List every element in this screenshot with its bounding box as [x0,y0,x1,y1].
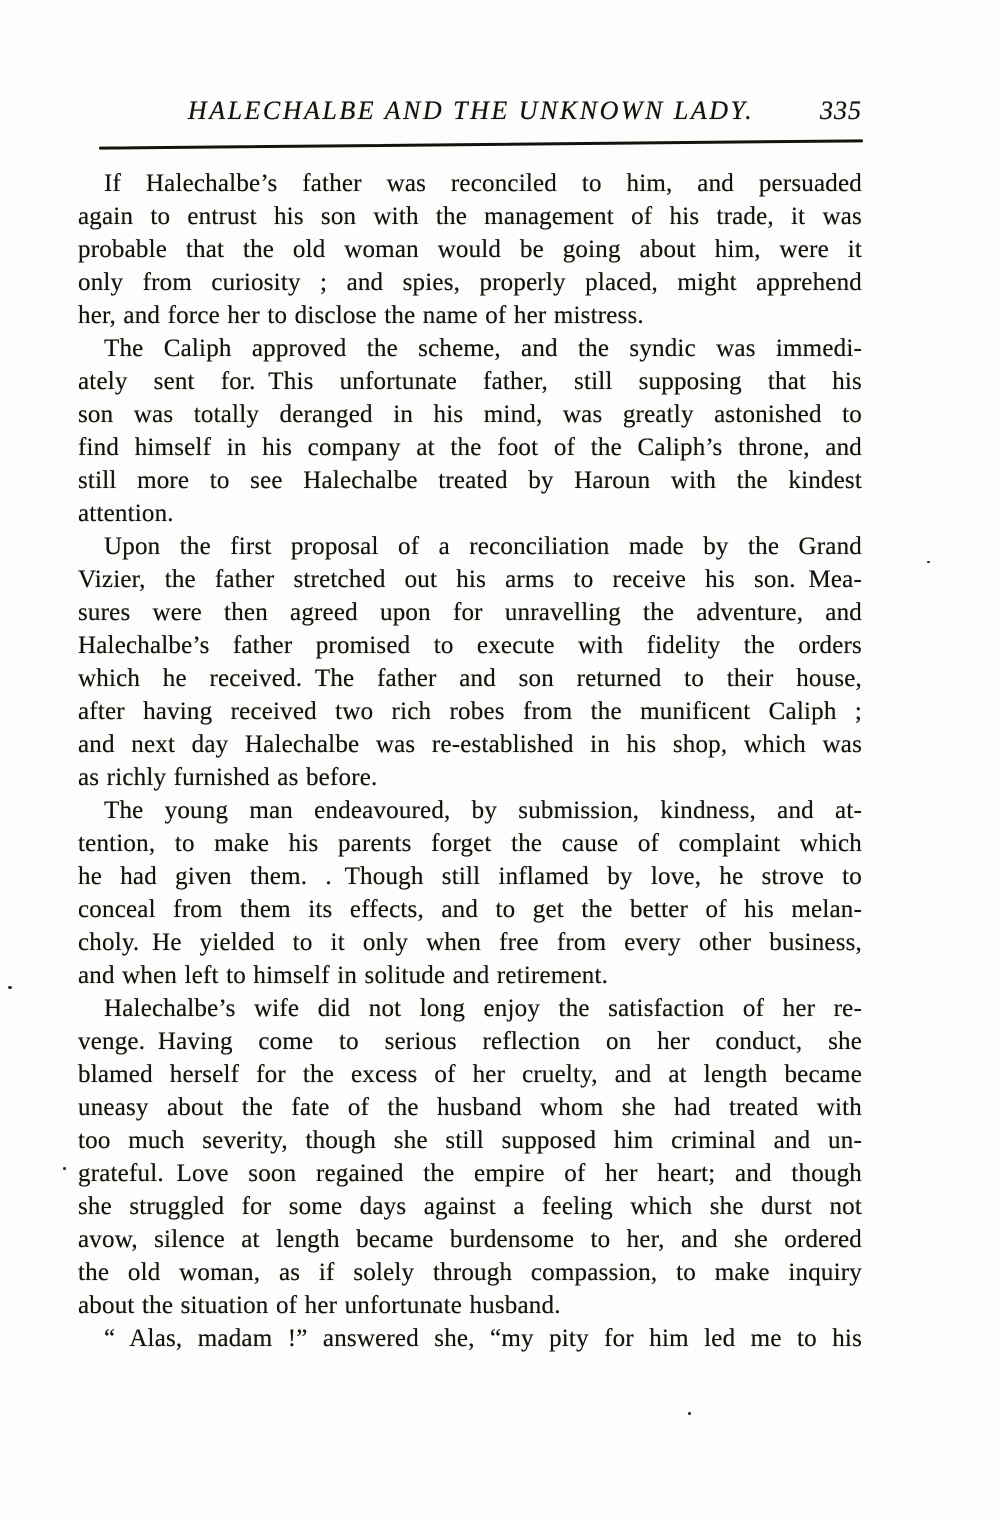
text-line: The young man endeavoured, by submission, kindness, and at- [104,797,862,824]
text-line: Vizier, the father stretched out his arms to receive his son. Mea- [78,566,862,593]
running-header [80,96,862,132]
text-line: “ Alas, madam !” answered she, “my pity for him led me to his [104,1325,862,1352]
paragraph [78,167,862,332]
text-line: son was totally deranged in his mind, was greatly astonished to [78,401,862,428]
text-line: as richly furnished as before. [78,764,378,791]
text-line: the old woman, as if solely through compassion, to make inquiry [78,1259,862,1286]
text-line: tention, to make his parents forget the cause of complaint which [78,830,862,857]
text-line: grateful. Love soon regained the empire of her heart; and though [78,1160,862,1187]
text-line: Halechalbe’s father promised to execute with fidelity the orders [78,632,862,659]
text-line: only from curiosity ; and spies, properly placed, might apprehend [78,269,862,296]
text-line: probable that the old woman would be going about him, were it [78,236,862,263]
text-line: ately sent for. This unfortunate father, still supposing that his [78,368,862,395]
text-line: venge. Having come to serious reflection on her conduct, she [78,1028,862,1055]
header-title: HALECHALBE AND THE UNKNOWN LADY. [187,96,755,125]
text-line: sures were then agreed upon for unravelling the adventure, and [78,599,862,626]
paragraph [78,1322,862,1355]
scan-speck [8,986,12,989]
text-line: Halechalbe’s wife did not long enjoy the satisfaction of her re- [104,995,862,1022]
text-line: Upon the first proposal of a reconciliation made by the Grand [104,533,862,560]
paragraph [78,332,862,530]
text-line: he had given them. . Though still inflamed by love, he strove to [78,863,862,890]
text-line: find himself in his company at the foot of the Caliph’s throne, and [78,434,862,461]
scan-speck [927,561,930,563]
text-line: avow, silence at length became burdensome to her, and she ordered [78,1226,862,1253]
text-line: and when left to himself in solitude and retirement. [78,962,609,989]
text-line: The Caliph approved the scheme, and the syndic was immedi- [104,335,862,362]
text-line: still more to see Halechalbe treated by Haroun with the kindest [78,467,862,494]
paragraph [78,794,862,992]
text-line: uneasy about the fate of the husband whom she had treated with [78,1094,862,1121]
text-line: If Halechalbe’s father was reconciled to him, and persuaded [104,170,862,197]
text-line: blamed herself for the excess of her cruelty, and at length became [78,1061,862,1088]
scan-speck [63,1167,66,1170]
page-number: 335 [820,96,862,125]
paragraph [78,992,862,1322]
text-line: too much severity, though she still supposed him criminal and un- [78,1127,862,1154]
text-line: she struggled for some days against a feeling which she durst not [78,1193,862,1220]
text-line: and next day Halechalbe was re-established in his shop, which was [78,731,862,758]
header-rule-divider [99,139,863,149]
paragraph [78,530,862,794]
text-line: again to entrust his son with the management of his trade, it was [78,203,862,230]
text-line: which he received. The father and son returned to their house, [78,665,862,692]
text-line: about the situation of her unfortunate husband. [78,1292,561,1319]
text-line: choly. He yielded to it only when free from every other business, [78,929,862,956]
text-line: after having received two rich robes from the munificent Caliph ; [78,698,862,725]
page-body [78,167,862,1355]
text-line: conceal from them its effects, and to get the better of his melan- [78,896,862,923]
text-line: her, and force her to disclose the name of her mistress. [78,302,644,329]
scan-speck [688,1412,691,1415]
text-line: attention. [78,500,174,527]
